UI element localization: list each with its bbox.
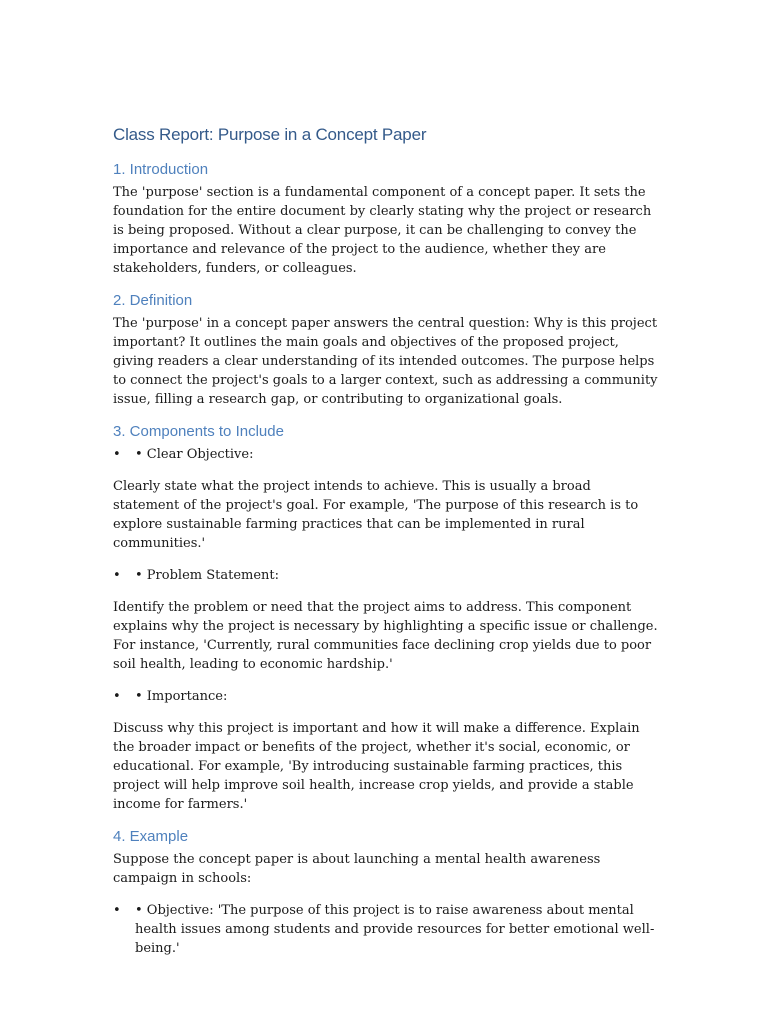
section-heading-example: 4. Example (113, 828, 189, 845)
introduction-paragraph: The 'purpose' section is a fundamental component of a concept paper. It sets the foundation for the entire document by clearly stating why the project or research is being proposed. Without a clear purpose, it can be challenging to convey the importance and relevance of the project to the audience, whether they are stakeholders, funders, or colleagues. (113, 185, 652, 276)
problem-statement-paragraph: Identify the problem or need that the project aims to address. This component explains why the project is necessary by highlighting a specific issue or challenge. For instance, 'Currently, rural communities face declining crop yields due to poor soil health, leading to economic hardship.' (113, 600, 658, 672)
bullet-label: • Problem Statement: (135, 568, 280, 583)
list-item-example-objective (113, 901, 658, 958)
bullet-icon: • (113, 903, 121, 918)
list-item-problem-statement (113, 566, 658, 585)
bullet-label: • Clear Objective: (135, 447, 254, 462)
section-heading-definition: 2. Definition (113, 292, 193, 309)
bullet-icon: • (113, 447, 121, 462)
document-body (113, 123, 658, 971)
importance-paragraph: Discuss why this project is important and how it will make a difference. Explain the broader impact or benefits of the project, whether it's social, economic, or educational. For example, 'By introducing sustainable farming practices, this project will help improve soil health, increase crop yields, and provide a stable income for farmers.' (113, 721, 640, 812)
list-item-clear-objective (113, 445, 658, 464)
document-title: Class Report: Purpose in a Concept Paper (113, 125, 427, 144)
clear-objective-paragraph: Clearly state what the project intends to achieve. This is usually a broad statement of the project's goal. For example, 'The purpose of this research is to explore sustainable farming practices that can be implemented in rural communities.' (113, 479, 639, 551)
definition-paragraph: The 'purpose' in a concept paper answers the central question: Why is this project important? It outlines the main goals and objectives of the proposed project, giving readers a clear understanding of its intended outcomes. The purpose helps to connect the project's goals to a larger context, such as addressing a community issue, filling a research gap, or contributing to organizational goals. (113, 316, 658, 407)
section-heading-components: 3. Components to Include (113, 423, 284, 440)
bullet-label: • Objective: 'The purpose of this project is to raise awareness about mental health issues among students and provide resources for better emotional well-being.' (135, 903, 655, 956)
list-item-importance (113, 687, 658, 706)
bullet-icon: • (113, 689, 121, 704)
section-heading-introduction: 1. Introduction (113, 161, 209, 178)
bullet-label: • Importance: (135, 689, 228, 704)
example-paragraph: Suppose the concept paper is about launching a mental health awareness campaign in schools: (113, 852, 601, 886)
bullet-icon: • (113, 568, 121, 583)
